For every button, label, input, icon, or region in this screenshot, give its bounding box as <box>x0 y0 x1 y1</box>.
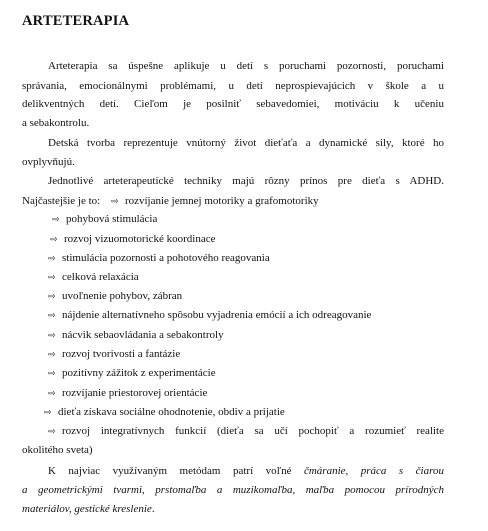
paragraph-3-line-1: Jednotlivé arteterapeutické techniky majú rôzny prínos pre dieťa s ADHD. <box>48 175 444 187</box>
paragraph-4-plain-text: K najviac využívaným metódam patrí voľné <box>48 465 304 477</box>
paragraph-4-italic-text: čmáranie, práca s čiarou <box>303 465 444 477</box>
paragraph-1-line-1: Arteterapia sa úspešne aplikuje u detí s poruchami pozornosti, poruchami <box>48 60 444 72</box>
paragraph-4-line-3 <box>22 502 155 516</box>
arrow-bullet-icon: ⇨ <box>48 273 56 283</box>
list-item-text: pozitívny zážitok z experimentácie <box>62 367 216 379</box>
list-item <box>48 308 371 323</box>
arrow-bullet-icon: ⇨ <box>110 197 119 207</box>
paragraph-1-line-2: správania, emocionálnymi problémami, u detí neprospievajúcich v škole a u <box>22 80 444 92</box>
paragraph-4-line-1 <box>48 464 444 478</box>
paragraph-4-period: . <box>151 503 155 515</box>
list-item-text: rozvoj tvorivosti a fantázie <box>62 348 181 360</box>
arrow-bullet-icon: ⇨ <box>48 427 56 437</box>
arrow-bullet-icon: ⇨ <box>50 235 58 245</box>
list-item-text: rozvoj vizuomotorické koordinace <box>64 233 216 245</box>
paragraph-3-line-2 <box>22 194 319 209</box>
document-title: ARTETERAPIA <box>22 13 130 29</box>
arrow-bullet-icon: ⇨ <box>52 215 60 225</box>
list-item <box>44 405 285 420</box>
list-item <box>48 347 180 362</box>
paragraph-2-line-2: ovplyvňujú. <box>22 156 75 168</box>
list-item-text: uvoľnenie pohybov, zábran <box>62 290 183 302</box>
list-item <box>48 328 224 343</box>
list-item-text: rozvoj integratívnych funkcií (dieťa sa učí pochopiť a rozumieť realite <box>62 425 444 437</box>
list-item-wrapped <box>48 424 444 439</box>
arrow-bullet-icon: ⇨ <box>48 331 56 341</box>
list-item-text: nájdenie alternatívneho spôsobu vyjadrenia emócií a ich odreagovanie <box>62 309 372 321</box>
inline-list-item: rozvíjanie jemnej motoriky a grafomotoriky <box>124 195 319 207</box>
arrow-bullet-icon: ⇨ <box>48 350 56 360</box>
list-item <box>48 386 207 401</box>
arrow-bullet-icon: ⇨ <box>48 254 56 264</box>
arrow-bullet-icon: ⇨ <box>48 369 56 379</box>
list-item <box>48 289 182 304</box>
paragraph-4-line-2: a geometrickými tvarmi, prstomaľba a muzikomaľba, maľba pomocou prírodných <box>22 484 444 496</box>
paragraph-1-line-4: a sebakontrolu. <box>22 117 90 129</box>
arrow-bullet-icon: ⇨ <box>48 389 56 399</box>
list-item <box>50 232 216 247</box>
list-item <box>48 366 216 381</box>
arrow-bullet-icon: ⇨ <box>48 292 56 302</box>
list-item-text: nácvik sebaovládania a sebakontroly <box>62 329 224 341</box>
list-item-continuation: okolitého sveta) <box>22 444 93 456</box>
paragraph-4-italic-text: materiálov, gestické kreslenie <box>22 503 152 515</box>
list-item-text: dieťa získava sociálne ohodnotenie, obdiv a prijatie <box>58 406 285 418</box>
list-item-text: rozvíjanie priestorovej orientácie <box>62 387 208 399</box>
list-item-text: pohybová stimulácia <box>66 213 158 225</box>
paragraph-2-line-1: Detská tvorba reprezentuje vnútorný život dieťaťa a dynamické sily, ktoré ho <box>48 137 444 149</box>
paragraph-1-line-3: delikventných detí. Cieľom je posilniť sebavedomiei, motiváciu k učeniu <box>22 98 444 110</box>
list-item <box>48 251 270 266</box>
list-item <box>48 270 139 285</box>
list-item <box>52 212 157 227</box>
arrow-bullet-icon: ⇨ <box>48 311 56 321</box>
paragraph-3-lead-text: Najčastejšie je to: <box>22 195 101 207</box>
arrow-bullet-icon: ⇨ <box>44 408 52 418</box>
list-item-text: stimulácia pozornosti a pohotového reagovania <box>62 252 270 264</box>
list-item-text: celková relaxácia <box>62 271 139 283</box>
